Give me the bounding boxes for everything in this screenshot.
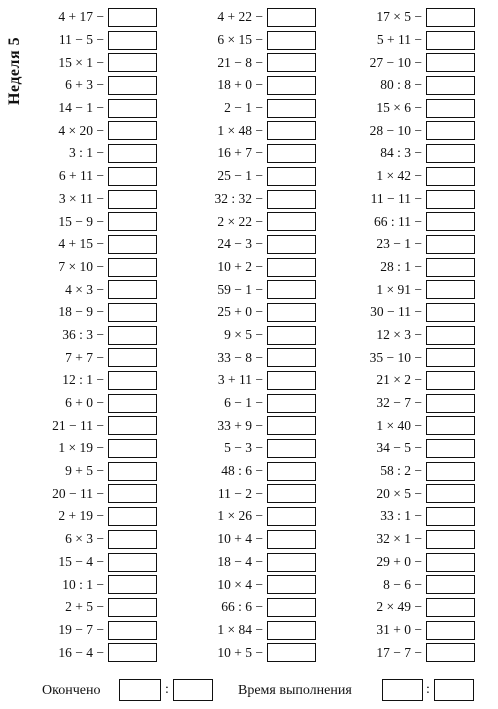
problem-row xyxy=(318,51,475,74)
problem-row xyxy=(318,460,475,483)
answer-box[interactable] xyxy=(426,553,475,572)
answer-box[interactable] xyxy=(426,416,475,435)
problem-row xyxy=(0,165,157,188)
problem-text: 11 − 11 − xyxy=(370,190,422,206)
problem-text: 18 − 9 − xyxy=(58,304,104,320)
problem-text: 10 + 2 − xyxy=(217,258,263,274)
problem-text: 5 + 11 − xyxy=(376,32,422,48)
answer-box[interactable] xyxy=(426,121,475,140)
answer-box[interactable] xyxy=(108,212,157,231)
problem-row xyxy=(160,142,316,165)
problem-text: 6 + 0 − xyxy=(65,395,104,411)
problem-row xyxy=(318,414,475,437)
problem-row xyxy=(0,392,157,415)
problem-row xyxy=(160,596,316,619)
answer-box[interactable] xyxy=(108,31,157,50)
problem-text: 10 + 5 − xyxy=(217,644,263,660)
problem-row xyxy=(160,551,316,574)
problem-row xyxy=(0,74,157,97)
footer xyxy=(0,679,498,705)
problem-text: 4 + 17 − xyxy=(58,9,104,25)
problem-row xyxy=(318,596,475,619)
problem-row xyxy=(318,437,475,460)
problem-row xyxy=(160,573,316,596)
problem-row xyxy=(0,29,157,52)
answer-box[interactable] xyxy=(108,598,157,617)
problem-text: 21 − 8 − xyxy=(217,54,263,70)
problem-text: 12 : 1 − xyxy=(62,372,104,388)
problem-row xyxy=(0,596,157,619)
answer-box[interactable] xyxy=(267,348,316,367)
problem-text: 7 + 7 − xyxy=(65,349,104,365)
problem-row xyxy=(318,573,475,596)
problem-text: 24 − 3 − xyxy=(217,236,263,252)
answer-box[interactable] xyxy=(108,621,157,640)
problem-row xyxy=(318,641,475,664)
problem-text: 48 : 6 − xyxy=(221,463,263,479)
answer-box[interactable] xyxy=(108,553,157,572)
problem-row xyxy=(160,210,316,233)
answer-box[interactable] xyxy=(426,394,475,413)
problem-text: 1 × 84 − xyxy=(217,621,263,637)
problem-row xyxy=(0,460,157,483)
answer-box[interactable] xyxy=(108,190,157,209)
problem-row xyxy=(160,301,316,324)
problem-row xyxy=(160,165,316,188)
problem-row xyxy=(0,619,157,642)
problem-row xyxy=(318,6,475,29)
problem-text: 11 − 2 − xyxy=(217,485,263,501)
problem-row xyxy=(160,324,316,347)
problem-row xyxy=(318,346,475,369)
answer-box[interactable] xyxy=(267,553,316,572)
duration-separator: : xyxy=(426,682,430,697)
problem-text: 35 − 10 − xyxy=(369,349,422,365)
answer-box[interactable] xyxy=(426,280,475,299)
problem-row xyxy=(160,482,316,505)
problem-text: 10 : 1 − xyxy=(62,576,104,592)
answer-box[interactable] xyxy=(267,280,316,299)
answer-box[interactable] xyxy=(426,507,475,526)
answer-box[interactable] xyxy=(267,76,316,95)
answer-box[interactable] xyxy=(108,530,157,549)
answer-box[interactable] xyxy=(426,348,475,367)
problem-text: 33 − 8 − xyxy=(217,349,263,365)
answer-box[interactable] xyxy=(108,303,157,322)
problem-text: 12 × 3 − xyxy=(376,326,422,342)
problem-text: 16 + 7 − xyxy=(217,145,263,161)
answer-box[interactable] xyxy=(267,371,316,390)
answer-box[interactable] xyxy=(108,258,157,277)
answer-box[interactable] xyxy=(426,326,475,345)
problem-row xyxy=(160,505,316,528)
problem-text: 25 − 1 − xyxy=(217,168,263,184)
problem-row xyxy=(318,165,475,188)
problem-row xyxy=(160,51,316,74)
problem-text: 9 + 5 − xyxy=(65,463,104,479)
answer-box[interactable] xyxy=(108,462,157,481)
problem-text: 4 + 22 − xyxy=(217,9,263,25)
problem-text: 10 × 4 − xyxy=(217,576,263,592)
problem-text: 34 − 5 − xyxy=(376,440,422,456)
problem-text: 4 + 15 − xyxy=(58,236,104,252)
problem-text: 1 × 19 − xyxy=(58,440,104,456)
problem-text: 20 × 5 − xyxy=(376,485,422,501)
answer-box[interactable] xyxy=(108,8,157,27)
problem-text: 84 : 3 − xyxy=(380,145,422,161)
problem-row xyxy=(318,256,475,279)
problem-text: 31 + 0 − xyxy=(376,621,422,637)
answer-box[interactable] xyxy=(267,303,316,322)
answer-box[interactable] xyxy=(426,530,475,549)
answer-box[interactable] xyxy=(426,76,475,95)
problem-row xyxy=(0,142,157,165)
problem-row xyxy=(160,188,316,211)
problem-row xyxy=(318,301,475,324)
problem-row xyxy=(160,641,316,664)
problem-row xyxy=(160,528,316,551)
answer-box[interactable] xyxy=(267,167,316,186)
answer-box[interactable] xyxy=(426,190,475,209)
answer-box[interactable] xyxy=(267,507,316,526)
problem-text: 15 × 1 − xyxy=(58,54,104,70)
answer-box[interactable] xyxy=(108,484,157,503)
problem-row xyxy=(160,278,316,301)
problem-row xyxy=(160,460,316,483)
problem-row xyxy=(318,619,475,642)
problem-row xyxy=(0,551,157,574)
problem-row xyxy=(318,233,475,256)
problem-text: 3 × 11 − xyxy=(58,190,104,206)
problem-row xyxy=(160,346,316,369)
answer-box[interactable] xyxy=(108,371,157,390)
problem-row xyxy=(318,505,475,528)
problem-row xyxy=(0,369,157,392)
duration-minutes-box[interactable] xyxy=(382,679,423,701)
answer-box[interactable] xyxy=(108,235,157,254)
answer-box[interactable] xyxy=(267,484,316,503)
answer-box[interactable] xyxy=(267,212,316,231)
problem-row xyxy=(0,437,157,460)
problem-text: 2 × 49 − xyxy=(376,599,422,615)
problem-text: 15 − 4 − xyxy=(58,553,104,569)
problem-row xyxy=(318,188,475,211)
answer-box[interactable] xyxy=(267,326,316,345)
finished-separator: : xyxy=(165,682,169,697)
problem-text: 5 − 3 − xyxy=(224,440,263,456)
answer-box[interactable] xyxy=(267,53,316,72)
problem-row xyxy=(318,278,475,301)
problem-text: 8 − 6 − xyxy=(383,576,422,592)
answer-box[interactable] xyxy=(426,144,475,163)
answer-box[interactable] xyxy=(426,621,475,640)
problem-text: 28 − 10 − xyxy=(369,122,422,138)
problem-text: 80 : 8 − xyxy=(380,77,422,93)
answer-box[interactable] xyxy=(267,31,316,50)
problem-text: 36 : 3 − xyxy=(62,326,104,342)
problem-text: 2 − 1 − xyxy=(224,100,263,116)
answer-box[interactable] xyxy=(426,258,475,277)
problem-text: 2 × 22 − xyxy=(217,213,263,229)
problem-text: 14 − 1 − xyxy=(58,100,104,116)
answer-box[interactable] xyxy=(426,8,475,27)
problem-text: 27 − 10 − xyxy=(369,54,422,70)
problem-row xyxy=(0,119,157,142)
answer-box[interactable] xyxy=(108,575,157,594)
problem-row xyxy=(160,619,316,642)
problem-row xyxy=(0,233,157,256)
answer-box[interactable] xyxy=(267,99,316,118)
finished-hours-box[interactable] xyxy=(119,679,161,701)
problem-text: 4 × 20 − xyxy=(58,122,104,138)
problem-text: 59 − 1 − xyxy=(217,281,263,297)
problem-text: 1 × 40 − xyxy=(376,417,422,433)
problem-row xyxy=(318,392,475,415)
problem-row xyxy=(0,414,157,437)
problem-row xyxy=(160,256,316,279)
problem-text: 33 : 1 − xyxy=(380,508,422,524)
problem-text: 9 × 5 − xyxy=(224,326,263,342)
answer-box[interactable] xyxy=(108,53,157,72)
answer-box[interactable] xyxy=(267,643,316,662)
problem-row xyxy=(318,74,475,97)
answer-box[interactable] xyxy=(426,303,475,322)
problem-text: 23 − 1 − xyxy=(376,236,422,252)
problem-text: 10 + 4 − xyxy=(217,531,263,547)
answer-box[interactable] xyxy=(108,507,157,526)
problem-text: 15 × 6 − xyxy=(376,100,422,116)
problem-row xyxy=(0,528,157,551)
answer-box[interactable] xyxy=(267,144,316,163)
problem-text: 25 + 0 − xyxy=(217,304,263,320)
problem-text: 1 × 48 − xyxy=(217,122,263,138)
problem-column-2 xyxy=(160,6,316,664)
answer-box[interactable] xyxy=(108,643,157,662)
problem-row xyxy=(0,324,157,347)
answer-box[interactable] xyxy=(426,53,475,72)
problem-row xyxy=(0,278,157,301)
answer-box[interactable] xyxy=(267,462,316,481)
answer-box[interactable] xyxy=(108,144,157,163)
problem-text: 1 × 91 − xyxy=(376,281,422,297)
problem-text: 2 + 19 − xyxy=(58,508,104,524)
problem-row xyxy=(0,6,157,29)
answer-box[interactable] xyxy=(426,462,475,481)
answer-box[interactable] xyxy=(426,598,475,617)
problem-text: 17 − 7 − xyxy=(376,644,422,660)
answer-box[interactable] xyxy=(108,348,157,367)
problem-row xyxy=(0,641,157,664)
problem-text: 7 × 10 − xyxy=(58,258,104,274)
answer-box[interactable] xyxy=(426,99,475,118)
problem-text: 29 + 0 − xyxy=(376,553,422,569)
problem-text: 19 − 7 − xyxy=(58,621,104,637)
problem-row xyxy=(0,346,157,369)
problem-text: 6 + 11 − xyxy=(58,168,104,184)
problem-row xyxy=(318,369,475,392)
answer-box[interactable] xyxy=(108,439,157,458)
problem-row xyxy=(160,6,316,29)
answer-box[interactable] xyxy=(426,575,475,594)
answer-box[interactable] xyxy=(108,99,157,118)
answer-box[interactable] xyxy=(426,371,475,390)
problem-row xyxy=(0,188,157,211)
answer-box[interactable] xyxy=(267,530,316,549)
problem-text: 66 : 11 − xyxy=(374,213,422,229)
problem-row xyxy=(0,97,157,120)
problem-row xyxy=(318,324,475,347)
answer-box[interactable] xyxy=(426,439,475,458)
problem-text: 21 × 2 − xyxy=(376,372,422,388)
answer-box[interactable] xyxy=(267,598,316,617)
problem-text: 18 + 0 − xyxy=(217,77,263,93)
problem-text: 15 − 9 − xyxy=(58,213,104,229)
problem-row xyxy=(318,551,475,574)
problem-text: 4 × 3 − xyxy=(65,281,104,297)
problem-text: 1 × 26 − xyxy=(217,508,263,524)
problem-row xyxy=(160,74,316,97)
problem-text: 11 − 5 − xyxy=(58,32,104,48)
problem-row xyxy=(160,437,316,460)
problem-text: 32 − 7 − xyxy=(376,395,422,411)
problem-text: 1 × 42 − xyxy=(376,168,422,184)
problem-row xyxy=(318,119,475,142)
problem-row xyxy=(318,528,475,551)
problem-row xyxy=(0,51,157,74)
answer-box[interactable] xyxy=(108,416,157,435)
problem-text: 66 : 6 − xyxy=(221,599,263,615)
problem-row xyxy=(0,210,157,233)
problem-row xyxy=(160,369,316,392)
finished-minutes-box[interactable] xyxy=(173,679,213,701)
answer-box[interactable] xyxy=(108,76,157,95)
problem-text: 3 + 11 − xyxy=(217,372,263,388)
problem-text: 6 − 1 − xyxy=(224,395,263,411)
problem-text: 58 : 2 − xyxy=(380,463,422,479)
problem-text: 17 × 5 − xyxy=(376,9,422,25)
problem-row xyxy=(160,414,316,437)
answer-box[interactable] xyxy=(108,280,157,299)
problem-row xyxy=(160,97,316,120)
answer-box[interactable] xyxy=(267,121,316,140)
problem-text: 32 × 1 − xyxy=(376,531,422,547)
problem-text: 21 − 11 − xyxy=(52,417,104,433)
answer-box[interactable] xyxy=(426,167,475,186)
problem-text: 33 + 9 − xyxy=(217,417,263,433)
answer-box[interactable] xyxy=(267,190,316,209)
duration-seconds-box[interactable] xyxy=(434,679,474,701)
problem-row xyxy=(160,233,316,256)
problem-column-3 xyxy=(318,6,475,664)
answer-box[interactable] xyxy=(108,121,157,140)
problem-row xyxy=(0,256,157,279)
problem-row xyxy=(0,301,157,324)
problem-text: 28 : 1 − xyxy=(380,258,422,274)
answer-box[interactable] xyxy=(267,8,316,27)
week-title: Неделя 5 xyxy=(6,36,23,106)
problem-column-1 xyxy=(0,6,157,664)
answer-box[interactable] xyxy=(426,484,475,503)
duration-label: Время выполнения xyxy=(238,683,352,698)
answer-box[interactable] xyxy=(267,575,316,594)
problem-row xyxy=(318,142,475,165)
answer-box[interactable] xyxy=(108,394,157,413)
problem-text: 6 + 3 − xyxy=(65,77,104,93)
answer-box[interactable] xyxy=(267,621,316,640)
answer-box[interactable] xyxy=(426,212,475,231)
problem-text: 32 : 32 − xyxy=(214,190,263,206)
problem-row xyxy=(0,573,157,596)
answer-box[interactable] xyxy=(426,643,475,662)
problem-row xyxy=(318,482,475,505)
problem-text: 18 − 4 − xyxy=(217,553,263,569)
problem-text: 16 − 4 − xyxy=(58,644,104,660)
problem-text: 6 × 3 − xyxy=(65,531,104,547)
problem-row xyxy=(160,119,316,142)
answer-box[interactable] xyxy=(426,235,475,254)
answer-box[interactable] xyxy=(267,394,316,413)
problem-row xyxy=(160,29,316,52)
problem-text: 6 × 15 − xyxy=(217,32,263,48)
problem-row xyxy=(160,392,316,415)
problem-row xyxy=(318,97,475,120)
problem-text: 2 + 5 − xyxy=(65,599,104,615)
problem-text: 3 : 1 − xyxy=(69,145,104,161)
problem-text: 30 − 11 − xyxy=(370,304,422,320)
problem-row xyxy=(318,29,475,52)
answer-box[interactable] xyxy=(426,31,475,50)
answer-box[interactable] xyxy=(108,326,157,345)
problem-row xyxy=(0,505,157,528)
finished-label: Окончено xyxy=(42,683,101,698)
answer-box[interactable] xyxy=(267,258,316,277)
problem-row xyxy=(0,482,157,505)
answer-box[interactable] xyxy=(267,416,316,435)
problem-text: 20 − 11 − xyxy=(52,485,104,501)
problem-row xyxy=(318,210,475,233)
answer-box[interactable] xyxy=(108,167,157,186)
answer-box[interactable] xyxy=(267,439,316,458)
answer-box[interactable] xyxy=(267,235,316,254)
